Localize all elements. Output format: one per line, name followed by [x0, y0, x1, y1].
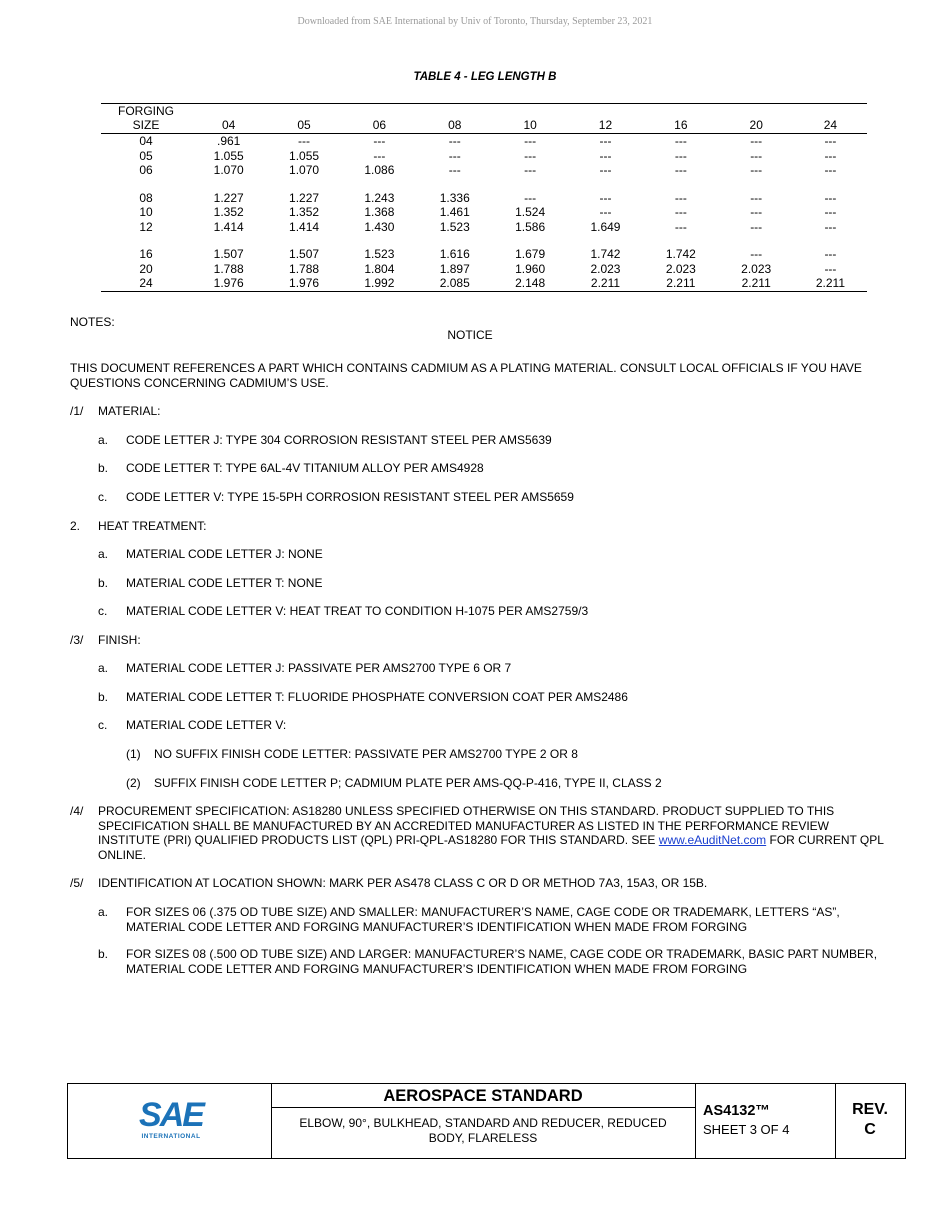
leg-length-table	[101, 103, 867, 292]
note-3c-text: MATERIAL CODE LETTER V:	[126, 718, 287, 732]
note-3b-text: MATERIAL CODE LETTER T: FLUORIDE PHOSPHATE CONVERSION COAT PER AMS2486	[126, 690, 628, 704]
table-cell: 1.368	[364, 205, 395, 219]
table-cell: ---	[824, 261, 837, 276]
note-2a-text: MATERIAL CODE LETTER J: NONE	[126, 547, 323, 561]
column-header: 05	[266, 118, 341, 134]
column-header: 08	[417, 118, 492, 134]
note-1c-letter: c.	[98, 490, 108, 504]
note-4-text-end: FOR CURRENT QPL ONLINE.	[98, 833, 884, 862]
table-cell: 2.085	[439, 276, 470, 290]
row-size-cell: 04	[139, 134, 153, 148]
row-size-cell: 06	[139, 163, 153, 177]
note-3c2-text: SUFFIX FINISH CODE LETTER P; CADMIUM PLATE PER AMS-QQ-P-416, TYPE II, CLASS 2	[154, 776, 662, 790]
document-id: AS4132™	[703, 1103, 770, 1119]
table-row	[101, 149, 867, 164]
note-2-number: 2.	[70, 519, 81, 533]
table-cell: ---	[824, 190, 837, 205]
row-size-cell: 24	[139, 276, 153, 290]
table-cell: 1.243	[364, 190, 395, 205]
table-row	[101, 220, 867, 235]
column-header: 10	[492, 118, 567, 134]
table-cell: ---	[674, 190, 687, 205]
table-cell: 1.352	[289, 205, 320, 219]
row-size-cell: 16	[139, 247, 153, 261]
table-cell: 1.227	[213, 190, 244, 205]
table-cell: 1.430	[364, 219, 395, 234]
table-cell: .961	[217, 134, 241, 148]
table-cell: 1.227	[289, 190, 320, 205]
note-4-text-start: PROCUREMENT SPECIFICATION: AS18280 UNLESS SPECIFIED OTHERWISE ON THIS STANDARD. PRODUCT SUPPLIED TO THIS SPECIFICATION SHALL BE MANUFACTURED BY AN ACCREDITED MANUFACTURER AS LISTED IN THE PERFORMANCE REVIEW INSTITUTE (PRI) QUALIFIED PRODUCTS LIST (QPL) PRI-QPL-AS18280 FOR THIS STANDARD. SEE	[98, 804, 835, 847]
table-cell: ---	[524, 148, 537, 163]
table-cell: 2.148	[515, 276, 546, 290]
column-header: 12	[568, 118, 643, 134]
part-description	[271, 1108, 695, 1146]
note-2c-text: MATERIAL CODE LETTER V: HEAT TREAT TO CONDITION H-1075 PER AMS2759/3	[126, 604, 589, 618]
table-cell: ---	[674, 148, 687, 163]
table-cell: ---	[599, 190, 612, 205]
table-cell: 1.649	[590, 219, 621, 234]
table-row	[101, 134, 867, 149]
table-cell: 1.960	[515, 261, 546, 276]
column-header: 16	[643, 118, 718, 134]
revision-label: REV.	[852, 1101, 888, 1118]
size-header-line2: SIZE	[101, 118, 191, 134]
table-cell: ---	[750, 148, 763, 163]
table-cell: ---	[599, 148, 612, 163]
table-cell: ---	[674, 163, 687, 177]
column-header: 24	[794, 118, 867, 134]
table-cell: ---	[750, 134, 763, 148]
table-cell: 1.976	[289, 276, 320, 290]
note-1-number: /1/	[70, 404, 84, 418]
table-cell: ---	[750, 163, 763, 177]
table-row	[101, 276, 867, 291]
table-cell: 1.070	[289, 163, 320, 177]
table-cell: 1.788	[289, 261, 320, 276]
table-row	[101, 262, 867, 277]
logo-cell	[68, 1084, 272, 1158]
table-cell: ---	[674, 205, 687, 219]
table-cell: 1.788	[213, 261, 244, 276]
note-2a-letter: a.	[98, 547, 109, 561]
note-1b-letter: b.	[98, 461, 109, 475]
note-1a-text: CODE LETTER J: TYPE 304 CORROSION RESISTANT STEEL PER AMS5639	[126, 433, 552, 447]
table-cell: ---	[824, 148, 837, 163]
table-cell: 2.211	[815, 276, 845, 290]
note-3a-letter: a.	[98, 661, 109, 675]
note-1c-text: CODE LETTER V: TYPE 15-5PH CORROSION RESISTANT STEEL PER AMS5659	[126, 490, 574, 504]
revision-cell	[835, 1084, 905, 1158]
table-cell: 2.023	[665, 261, 696, 276]
group-spacer	[101, 234, 867, 247]
table-cell: ---	[824, 163, 837, 177]
row-size-cell: 20	[139, 261, 153, 276]
table-cell: 1.897	[439, 261, 470, 276]
column-header: 06	[342, 118, 417, 134]
note-5-number: /5/	[70, 876, 84, 890]
table-cell: 1.742	[590, 247, 621, 261]
table-cell: 2.211	[666, 276, 696, 290]
column-header: 04	[191, 118, 266, 134]
sheet-number: SHEET 3 OF 4	[703, 1122, 790, 1137]
table-cell: ---	[448, 148, 461, 163]
table-cell: 1.414	[289, 219, 320, 234]
table-cell: 1.523	[364, 247, 395, 261]
table-row	[101, 205, 867, 220]
note-5-title: IDENTIFICATION AT LOCATION SHOWN: MARK PER AS478 CLASS C OR D OR METHOD 7A3, 15A3, OR 15B.	[98, 876, 708, 890]
notes-label: NOTES:	[70, 315, 115, 329]
table-cell: 1.055	[213, 148, 244, 163]
title-cell	[271, 1084, 696, 1158]
table-cell: ---	[750, 190, 763, 205]
table-cell: ---	[448, 163, 461, 177]
table-cell: 1.507	[213, 247, 244, 261]
note-3c2-number: (2)	[126, 776, 141, 790]
table-cell: ---	[599, 134, 612, 148]
table-cell: ---	[524, 134, 537, 148]
sae-logo	[136, 1094, 206, 1142]
table-cell: 1.461	[439, 205, 470, 219]
table-cell: 1.086	[364, 163, 395, 177]
table-cell: ---	[524, 163, 537, 177]
part-description-text: ELBOW, 90°, BULKHEAD, STANDARD AND REDUCER, REDUCED BODY, FLARELESS	[299, 1116, 667, 1145]
sae-logo-subtext: INTERNATIONAL	[141, 1133, 201, 1140]
table-cell: ---	[750, 205, 763, 219]
table-cell: 1.804	[364, 261, 395, 276]
table-cell: 1.976	[213, 276, 244, 290]
note-3c1-number: (1)	[126, 747, 141, 761]
note-2c-letter: c.	[98, 604, 108, 618]
table-cell: ---	[824, 205, 837, 219]
table-cell: 1.742	[665, 247, 696, 261]
table-row	[101, 163, 867, 178]
note-5a-letter: a.	[98, 905, 109, 919]
revision-value: C	[864, 1121, 876, 1138]
table-cell: ---	[824, 219, 837, 234]
table-cell: 1.524	[515, 205, 546, 219]
title-block	[67, 1083, 906, 1159]
note-1-title: MATERIAL:	[98, 404, 161, 418]
notice-text: THIS DOCUMENT REFERENCES A PART WHICH CONTAINS CADMIUM AS A PLATING MATERIAL. CONSULT LOCAL OFFICIALS IF YOU HAVE QUESTIONS CONCERNING CADMIUM’S USE.	[70, 361, 862, 390]
row-size-cell: 10	[139, 205, 153, 219]
column-header: 20	[719, 118, 794, 134]
table-cell: 1.352	[213, 205, 244, 219]
table-cell: 1.679	[515, 247, 546, 261]
table-cell: 1.586	[515, 219, 546, 234]
table-cell: 1.616	[439, 247, 470, 261]
table-cell: 1.055	[289, 148, 320, 163]
table-row	[101, 247, 867, 262]
table-cell: ---	[750, 247, 763, 261]
table-cell: 1.336	[439, 190, 470, 205]
table-cell: 1.992	[364, 276, 395, 290]
table-cell: ---	[373, 134, 386, 148]
note-4-number: /4/	[70, 804, 84, 818]
table-cell: ---	[824, 247, 837, 261]
eauditnet-link[interactable]: www.eAuditNet.com	[658, 833, 767, 847]
note-1b-text: CODE LETTER T: TYPE 6AL-4V TITANIUM ALLOY PER AMS4928	[126, 461, 484, 475]
note-5b-text: FOR SIZES 08 (.500 OD TUBE SIZE) AND LARGER: MANUFACTURER’S NAME, CAGE CODE OR TRADEMARK, BASIC PART NUMBER, MATERIAL CODE LETTER AND FORGING MANUFACTURER’S IDENTIFICATION WHEN MADE FROM FORGING	[126, 947, 878, 976]
download-watermark: Downloaded from SAE International by Univ of Toronto, Thursday, September 23, 2021	[297, 16, 653, 27]
row-size-cell: 12	[139, 219, 153, 234]
note-2b-text: MATERIAL CODE LETTER T: NONE	[126, 576, 323, 590]
sae-logo-text: SAE	[139, 1096, 203, 1134]
table-cell: ---	[599, 163, 612, 177]
document-cell	[695, 1084, 836, 1158]
note-3a-text: MATERIAL CODE LETTER J: PASSIVATE PER AMS2700 TYPE 6 OR 7	[126, 661, 512, 675]
group-spacer	[101, 178, 867, 191]
table-cell: ---	[674, 134, 687, 148]
table-row	[101, 191, 867, 206]
note-4-text	[98, 804, 893, 862]
table-cell: ---	[298, 134, 311, 148]
note-2b-letter: b.	[98, 576, 109, 590]
table-cell: 1.070	[213, 163, 244, 177]
note-3-title: FINISH:	[98, 633, 141, 647]
table-cell: ---	[750, 219, 763, 234]
table-cell: 1.507	[289, 247, 320, 261]
row-size-cell: 08	[139, 190, 153, 205]
table-cell: 2.211	[590, 276, 621, 290]
note-3c1-text: NO SUFFIX FINISH CODE LETTER: PASSIVATE PER AMS2700 TYPE 2 OR 8	[154, 747, 578, 761]
notice-heading: NOTICE	[447, 328, 493, 342]
note-2-title: HEAT TREATMENT:	[98, 519, 207, 533]
table-cell: 2.211	[741, 276, 771, 290]
table-cell: ---	[373, 148, 386, 163]
table-cell: ---	[599, 205, 612, 219]
size-header-line1: FORGING	[118, 104, 174, 118]
table-title: TABLE 4 - LEG LENGTH B	[413, 71, 557, 83]
standard-heading: AEROSPACE STANDARD	[271, 1084, 695, 1108]
table-cell: 1.414	[213, 219, 244, 234]
note-1a-letter: a.	[98, 433, 109, 447]
table-cell: 1.523	[439, 219, 470, 234]
table-cell: 2.023	[741, 261, 772, 276]
note-5b-letter: b.	[98, 947, 109, 961]
table-cell: ---	[448, 134, 461, 148]
note-3-number: /3/	[70, 633, 84, 647]
table-cell: 2.023	[590, 261, 621, 276]
note-5a-text: FOR SIZES 06 (.375 OD TUBE SIZE) AND SMALLER: MANUFACTURER’S NAME, CAGE CODE OR TRADEMARK, LETTERS “AS”, MATERIAL CODE LETTER AND FORGING MANUFACTURER’S IDENTIFICATION WHEN MADE FROM FORGING	[126, 905, 840, 934]
note-3b-letter: b.	[98, 690, 109, 704]
table-cell: ---	[524, 190, 537, 205]
table-cell: ---	[674, 219, 687, 234]
row-size-cell: 05	[139, 148, 153, 163]
table-cell: ---	[824, 134, 837, 148]
note-3c-letter: c.	[98, 718, 108, 732]
